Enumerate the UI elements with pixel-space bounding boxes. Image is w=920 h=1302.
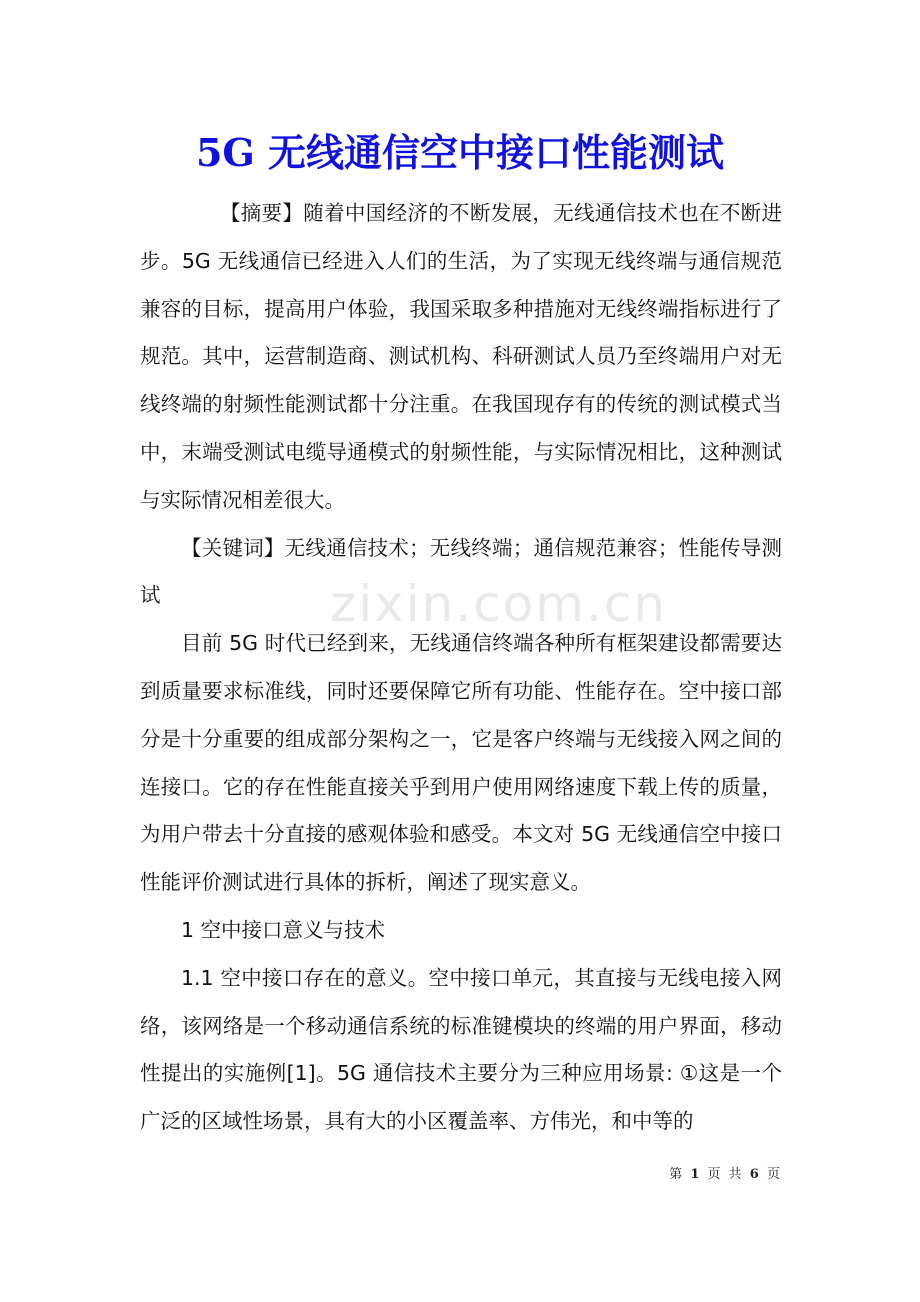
section-paragraph: 1.1 空中接口存在的意义。空中接口单元，其直接与无线电接入网络，该网络是一个移动通信系统的标准键模块的终端的用户界面，移动性提出的实施例[1]。5G 通信技术主要分为三种应用场景: ①这是一个广泛的区域性场景，具有大的小区覆盖率、方伟光，和中等的 <box>140 965 782 1134</box>
section-heading: 1 空中接口意义与技术 <box>181 917 386 942</box>
footer-prefix: 第 <box>669 1167 685 1182</box>
document-body <box>140 190 782 1146</box>
page-footer <box>669 1163 782 1182</box>
current-page-number: 1 <box>690 1167 702 1182</box>
footer-suffix: 页 <box>766 1167 782 1182</box>
document-title: 5G 无线通信空中接口性能测试 <box>195 130 725 175</box>
abstract-paragraph: 【摘要】随着中国经济的不断发展，无线通信技术也在不断进步。5G 无线通信已经进入人们的生活，为了实现无线终端与通信规范兼容的目标，提高用户体验，我国采取多种措施对无线终端指标进行了规范。其中，运营制造商、测试机构、科研测试人员乃至终端用户对无线终端的射频性能测试都十分注重。在我国现存有的传统的测试模式当中，末端受测试电缆导通模式的射频性能，与实际情况相比，这种测试与实际情况相差很大。 <box>140 201 782 512</box>
footer-middle: 页 共 <box>707 1167 744 1182</box>
intro-paragraph: 目前 5G 时代已经到来，无线通信终端各种所有框架建设都需要达到质量要求标准线，同时还要保障它所有功能、性能存在。空中接口部分是十分重要的组成部分架构之一，它是客户终端与无线接入网之间的连接口。它的存在性能直接关乎到用户使用网络速度下载上传的质量，为用户带去十分直接的感观体验和感受。本文对 5G 无线通信空中接口性能评价测试进行具体的拆析，阐述了现实意义。 <box>140 631 782 895</box>
watermark: zixin.com.cn <box>330 575 668 633</box>
total-pages-number: 6 <box>749 1167 761 1182</box>
keywords-paragraph: 【关键词】无线通信技术；无线终端；通信规范兼容；性能传导测试 <box>140 535 782 608</box>
